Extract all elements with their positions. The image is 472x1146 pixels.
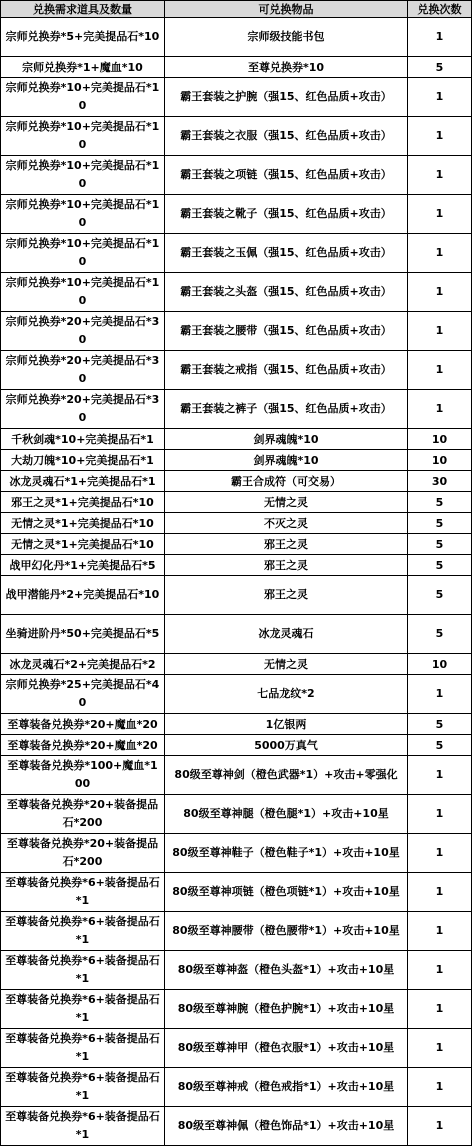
table-row: [1, 735, 472, 756]
requirement-cell: 大劫刀魄*10+完美提品石*1: [1, 450, 165, 471]
requirement-cell: 至尊装备兑换券*6+装备提品石*1: [1, 951, 165, 990]
count-cell: 1: [408, 675, 472, 714]
requirement-cell: 宗师兑换券*10+完美提品石*10: [1, 234, 165, 273]
item-cell: 宗师级技能书包: [165, 18, 408, 57]
table-row: [1, 492, 472, 513]
count-cell: 1: [408, 351, 472, 390]
item-cell: 无情之灵: [165, 492, 408, 513]
count-cell: 5: [408, 714, 472, 735]
item-cell: 霸王套装之腰带（强15、红色品质+攻击）: [165, 312, 408, 351]
count-cell: 5: [408, 555, 472, 576]
item-cell: 80级至尊神鞋子（橙色鞋子*1）+攻击+10星: [165, 834, 408, 873]
count-cell: 1: [408, 951, 472, 990]
count-cell: 1: [408, 78, 472, 117]
count-cell: 1: [408, 234, 472, 273]
count-cell: 1: [408, 912, 472, 951]
table-header: [1, 1, 472, 18]
requirement-cell: 宗师兑换券*10+完美提品石*10: [1, 195, 165, 234]
requirement-cell: 宗师兑换券*1+魔血*10: [1, 57, 165, 78]
table-row: [1, 534, 472, 555]
requirement-cell: 至尊装备兑换券*20+魔血*20: [1, 714, 165, 735]
requirement-cell: 战甲潜能丹*2+完美提品石*10: [1, 576, 165, 615]
table-row: [1, 1107, 472, 1146]
table-row: [1, 912, 472, 951]
item-cell: 霸王套装之衣服（强15、红色品质+攻击）: [165, 117, 408, 156]
count-cell: 1: [408, 117, 472, 156]
item-cell: 七品龙纹*2: [165, 675, 408, 714]
item-cell: 80级至尊神盔（橙色头盔*1）+攻击+10星: [165, 951, 408, 990]
requirement-cell: 至尊装备兑换券*6+装备提品石*1: [1, 1107, 165, 1146]
count-cell: 5: [408, 576, 472, 615]
count-cell: 5: [408, 492, 472, 513]
table-row: [1, 78, 472, 117]
requirement-cell: 至尊装备兑换券*6+装备提品石*1: [1, 990, 165, 1029]
requirement-cell: 冰龙灵魂石*2+完美提品石*2: [1, 654, 165, 675]
count-cell: 5: [408, 57, 472, 78]
table-row: [1, 615, 472, 654]
table-row: [1, 555, 472, 576]
item-cell: 霸王套装之靴子（强15、红色品质+攻击）: [165, 195, 408, 234]
requirement-cell: 战甲幻化丹*1+完美提品石*5: [1, 555, 165, 576]
table-row: [1, 312, 472, 351]
item-cell: 剑界魂魄*10: [165, 429, 408, 450]
item-cell: 不灭之灵: [165, 513, 408, 534]
count-cell: 1: [408, 756, 472, 795]
item-cell: 80级至尊神腰带（橙色腰带*1）+攻击+10星: [165, 912, 408, 951]
count-cell: 1: [408, 390, 472, 429]
requirement-cell: 宗师兑换券*20+完美提品石*30: [1, 351, 165, 390]
item-cell: 80级至尊神佩（橙色饰品*1）+攻击+10星: [165, 1107, 408, 1146]
item-cell: 霸王套装之玉佩（强15、红色品质+攻击）: [165, 234, 408, 273]
item-cell: 80级至尊神剑（橙色武器*1）+攻击+零强化: [165, 756, 408, 795]
requirement-cell: 宗师兑换券*20+完美提品石*30: [1, 312, 165, 351]
item-cell: 1亿银两: [165, 714, 408, 735]
table-row: [1, 513, 472, 534]
item-cell: 80级至尊神腕（橙色护腕*1）+攻击+10星: [165, 990, 408, 1029]
table-row: [1, 1068, 472, 1107]
count-cell: 1: [408, 156, 472, 195]
item-cell: 邪王之灵: [165, 534, 408, 555]
table-row: [1, 471, 472, 492]
requirement-cell: 宗师兑换券*25+完美提品石*40: [1, 675, 165, 714]
requirement-cell: 宗师兑换券*10+完美提品石*10: [1, 78, 165, 117]
requirement-cell: 至尊装备兑换券*6+装备提品石*1: [1, 912, 165, 951]
count-cell: 5: [408, 735, 472, 756]
item-cell: 80级至尊神戒（橙色戒指*1）+攻击+10星: [165, 1068, 408, 1107]
requirement-cell: 无情之灵*1+完美提品石*10: [1, 534, 165, 555]
requirement-cell: 至尊装备兑换券*6+装备提品石*1: [1, 1068, 165, 1107]
requirement-cell: 至尊装备兑换券*6+装备提品石*1: [1, 873, 165, 912]
table-row: [1, 273, 472, 312]
requirement-cell: 无情之灵*1+完美提品石*10: [1, 513, 165, 534]
requirement-cell: 邪王之灵*1+完美提品石*10: [1, 492, 165, 513]
count-cell: 5: [408, 534, 472, 555]
table-row: [1, 1029, 472, 1068]
count-cell: 5: [408, 513, 472, 534]
item-cell: 80级至尊神甲（橙色衣服*1）+攻击+10星: [165, 1029, 408, 1068]
table-row: [1, 117, 472, 156]
count-cell: 10: [408, 654, 472, 675]
count-cell: 1: [408, 795, 472, 834]
item-cell: 5000万真气: [165, 735, 408, 756]
table-row: [1, 756, 472, 795]
table-row: [1, 195, 472, 234]
requirement-cell: 宗师兑换券*5+完美提品石*10: [1, 18, 165, 57]
table-row: [1, 450, 472, 471]
item-cell: 无情之灵: [165, 654, 408, 675]
count-cell: 1: [408, 990, 472, 1029]
requirement-cell: 宗师兑换券*10+完美提品石*10: [1, 273, 165, 312]
table-body: [1, 18, 472, 1146]
table-row: [1, 429, 472, 450]
requirement-cell: 冰龙灵魂石*1+完美提品石*1: [1, 471, 165, 492]
table-row: [1, 795, 472, 834]
item-cell: 80级至尊神项链（橙色项链*1）+攻击+10星: [165, 873, 408, 912]
header-requirement: 兑换需求道具及数量: [1, 1, 165, 18]
item-cell: 霸王套装之裤子（强15、红色品质+攻击）: [165, 390, 408, 429]
count-cell: 10: [408, 429, 472, 450]
count-cell: 10: [408, 450, 472, 471]
requirement-cell: 宗师兑换券*20+完美提品石*30: [1, 390, 165, 429]
requirement-cell: 坐骑进阶丹*50+完美提品石*5: [1, 615, 165, 654]
table-row: [1, 654, 472, 675]
count-cell: 1: [408, 1107, 472, 1146]
table-row: [1, 576, 472, 615]
requirement-cell: 宗师兑换券*10+完美提品石*10: [1, 156, 165, 195]
item-cell: 霸王套装之头盔（强15、红色品质+攻击）: [165, 273, 408, 312]
header-item: 可兑换物品: [165, 1, 408, 18]
requirement-cell: 宗师兑换券*10+完美提品石*10: [1, 117, 165, 156]
count-cell: 30: [408, 471, 472, 492]
count-cell: 1: [408, 1068, 472, 1107]
requirement-cell: 至尊装备兑换券*20+装备提品石*200: [1, 795, 165, 834]
requirement-cell: 至尊装备兑换券*20+魔血*20: [1, 735, 165, 756]
item-cell: 邪王之灵: [165, 555, 408, 576]
count-cell: 1: [408, 273, 472, 312]
table-row: [1, 156, 472, 195]
count-cell: 1: [408, 312, 472, 351]
count-cell: 1: [408, 18, 472, 57]
count-cell: 1: [408, 1029, 472, 1068]
item-cell: 霸王套装之项链（强15、红色品质+攻击）: [165, 156, 408, 195]
table-row: [1, 675, 472, 714]
count-cell: 1: [408, 195, 472, 234]
count-cell: 1: [408, 873, 472, 912]
item-cell: 至尊兑换券*10: [165, 57, 408, 78]
table-row: [1, 990, 472, 1029]
item-cell: 剑界魂魄*10: [165, 450, 408, 471]
header-count: 兑换次数: [408, 1, 472, 18]
count-cell: 1: [408, 834, 472, 873]
table-row: [1, 873, 472, 912]
table-row: [1, 57, 472, 78]
item-cell: 80级至尊神腿（橙色腿*1）+攻击+10星: [165, 795, 408, 834]
table-row: [1, 390, 472, 429]
table-row: [1, 834, 472, 873]
table-row: [1, 351, 472, 390]
item-cell: 霸王套装之护腕（强15、红色品质+攻击）: [165, 78, 408, 117]
table-row: [1, 234, 472, 273]
table-row: [1, 951, 472, 990]
item-cell: 霸王套装之戒指（强15、红色品质+攻击）: [165, 351, 408, 390]
header-row: [1, 1, 472, 18]
requirement-cell: 至尊装备兑换券*20+装备提品石*200: [1, 834, 165, 873]
table-row: [1, 18, 472, 57]
requirement-cell: 至尊装备兑换券*100+魔血*100: [1, 756, 165, 795]
count-cell: 5: [408, 615, 472, 654]
item-cell: 霸王合成符（可交易）: [165, 471, 408, 492]
table-row: [1, 714, 472, 735]
requirement-cell: 千秋剑魂*10+完美提品石*1: [1, 429, 165, 450]
item-cell: 冰龙灵魂石: [165, 615, 408, 654]
requirement-cell: 至尊装备兑换券*6+装备提品石*1: [1, 1029, 165, 1068]
item-cell: 邪王之灵: [165, 576, 408, 615]
